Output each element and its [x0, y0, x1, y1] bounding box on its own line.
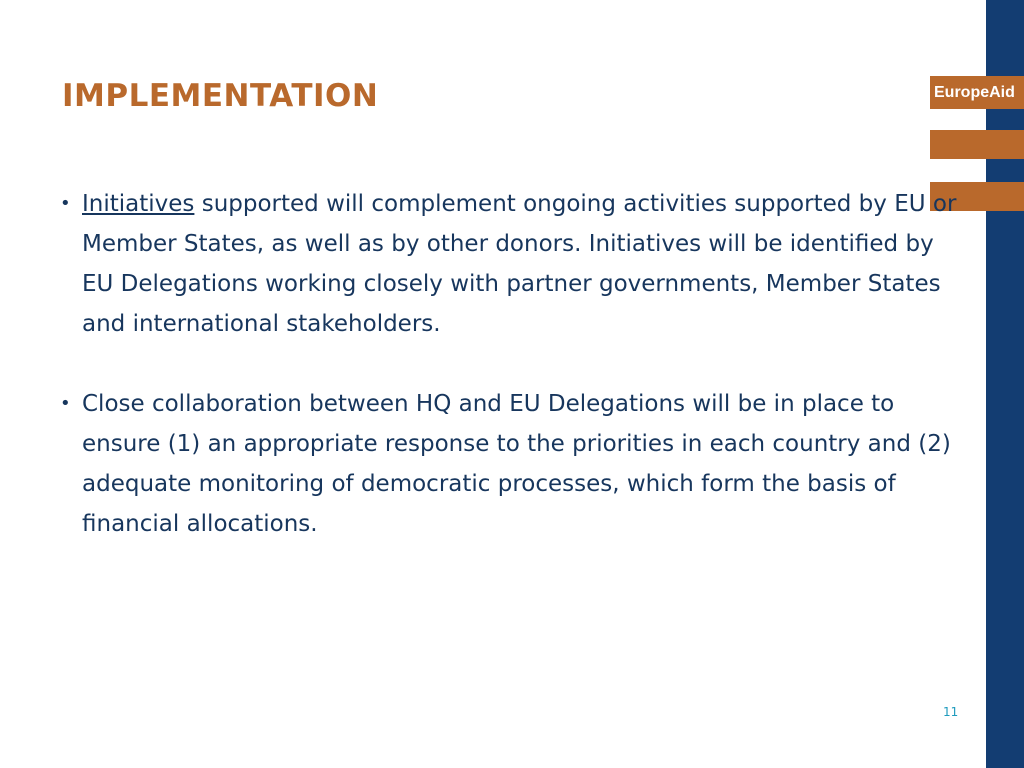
bullet-list: [60, 184, 965, 584]
bullet-text: supported will complement ongoing activities supported by EU or Member States, as well as by other donors. Initiatives will be identified by EU Delegations working closely with partner governments, Member States and international stakeholders.: [82, 191, 957, 337]
bullet-item-initiatives: [60, 184, 965, 344]
bullet-item-collaboration: [60, 384, 965, 544]
slide-title: IMPLEMENTATION: [62, 78, 379, 114]
bullet-icon: •: [60, 393, 71, 414]
right-side-bar: [986, 0, 1024, 768]
page-number: 11: [943, 705, 959, 719]
europeaid-logo: [930, 76, 1024, 109]
bullet-text: Close collaboration between HQ and EU Delegations will be in place to ensure (1) an appropriate response to the priorities in each country and (2) adequate monitoring of democratic processes, which form the basis of financial allocations.: [82, 391, 951, 537]
logo-text: EuropeAid: [934, 84, 1015, 101]
bullet-icon: •: [60, 193, 71, 214]
accent-band-top: [930, 130, 1024, 159]
initiatives-link[interactable]: Initiatives: [82, 191, 195, 217]
